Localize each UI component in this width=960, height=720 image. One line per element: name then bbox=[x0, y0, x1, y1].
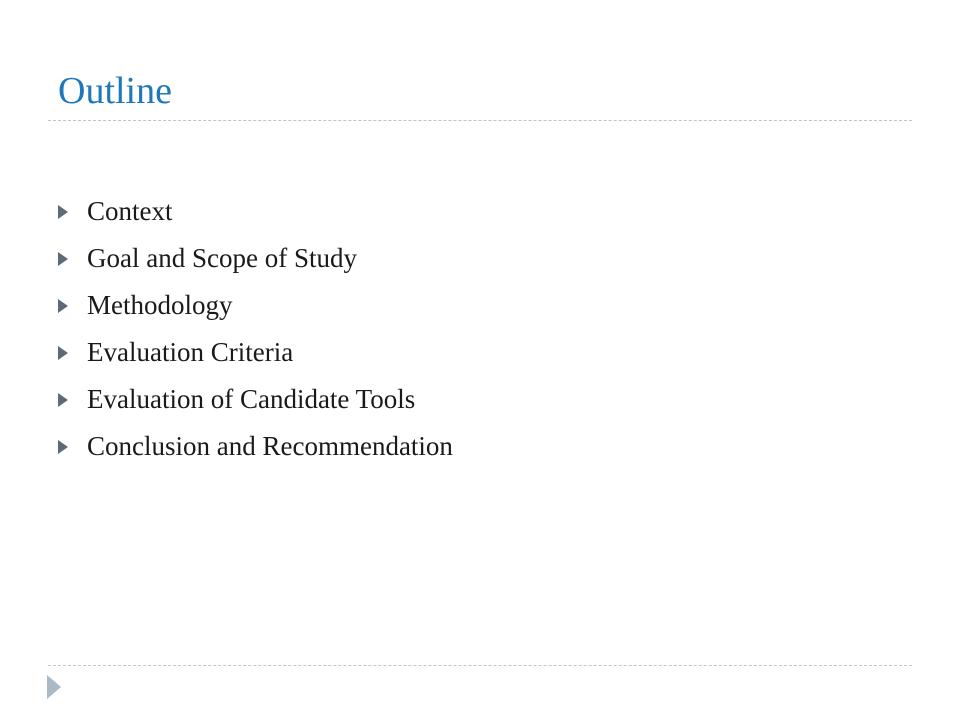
footer-divider bbox=[48, 665, 912, 666]
slide-nav-arrow-icon[interactable] bbox=[47, 675, 61, 699]
bullet-text: Evaluation Criteria bbox=[87, 337, 294, 367]
bullet-list bbox=[58, 188, 453, 470]
triangle-right-icon bbox=[58, 252, 68, 266]
bullet-text: Context bbox=[87, 196, 173, 226]
bullet-text: Conclusion and Recommendation bbox=[87, 431, 453, 461]
list-item bbox=[58, 235, 453, 282]
list-item bbox=[58, 423, 453, 470]
triangle-right-icon bbox=[58, 440, 68, 454]
bullet-text: Evaluation of Candidate Tools bbox=[87, 384, 416, 414]
list-item bbox=[58, 376, 453, 423]
list-item bbox=[58, 329, 453, 376]
title-divider bbox=[48, 120, 912, 121]
bullet-text: Goal and Scope of Study bbox=[87, 243, 357, 273]
triangle-right-icon bbox=[58, 393, 68, 407]
slide-title: Outline bbox=[58, 70, 172, 112]
triangle-right-icon bbox=[58, 346, 68, 360]
list-item bbox=[58, 282, 453, 329]
triangle-right-icon bbox=[58, 299, 68, 313]
bullet-text: Methodology bbox=[87, 290, 233, 320]
triangle-right-icon bbox=[58, 205, 68, 219]
list-item bbox=[58, 188, 453, 235]
